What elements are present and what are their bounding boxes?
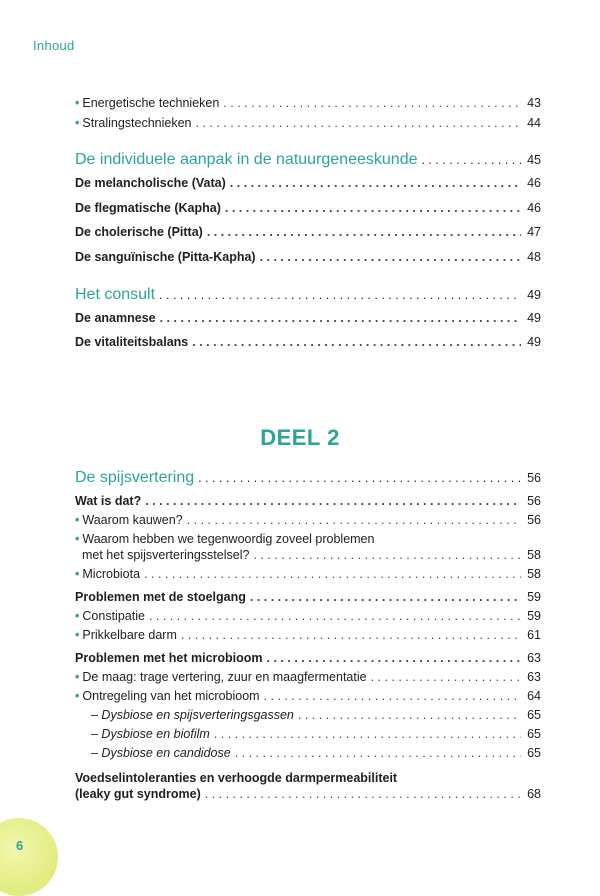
toc-entry[interactable] bbox=[75, 224, 541, 240]
toc-entry[interactable] bbox=[75, 115, 541, 131]
toc-section[interactable] bbox=[75, 468, 541, 488]
leader-dots bbox=[187, 512, 521, 528]
toc-group-consult bbox=[75, 285, 541, 350]
leader-dots bbox=[207, 224, 521, 240]
toc-entry-label-line1: Waarom hebben we tegenwoordig zoveel problemen bbox=[82, 532, 375, 546]
toc-entry-label: – Dysbiose en biofilm bbox=[91, 727, 210, 741]
leader-dots bbox=[144, 566, 521, 582]
toc-entry-page: 63 bbox=[527, 670, 541, 684]
part-title: DEEL 2 bbox=[260, 425, 340, 450]
toc-subentry[interactable] bbox=[75, 726, 541, 742]
toc-entry-multiline[interactable] bbox=[75, 770, 541, 802]
leader-dots bbox=[264, 688, 521, 704]
leader-dots bbox=[160, 310, 521, 326]
leader-dots bbox=[159, 285, 521, 305]
toc-entry-label: Ontregeling van het microbioom bbox=[82, 689, 260, 703]
toc-section[interactable] bbox=[75, 285, 541, 305]
toc-entry-page: 49 bbox=[527, 311, 541, 325]
toc-entry-page: 65 bbox=[527, 727, 541, 741]
toc-entry-page: 46 bbox=[527, 200, 541, 215]
bullet-icon: • bbox=[75, 116, 80, 130]
leader-dots bbox=[253, 547, 521, 563]
toc-entry-page: 59 bbox=[527, 590, 541, 604]
toc-entry-label: De maag: trage vertering, zuur en maagfermentatie bbox=[82, 670, 367, 684]
toc-entry-page: 49 bbox=[527, 335, 541, 349]
toc-entry-page: 65 bbox=[527, 746, 541, 760]
toc-entry-page: 65 bbox=[527, 708, 541, 722]
toc-entry-label: De flegmatische (Kapha) bbox=[75, 200, 221, 215]
toc-entry-label: Energetische technieken bbox=[82, 96, 220, 110]
toc-entry[interactable] bbox=[75, 650, 541, 666]
toc-group-digestion bbox=[75, 468, 541, 802]
toc-entry[interactable] bbox=[75, 249, 541, 265]
toc-entry[interactable] bbox=[75, 566, 541, 582]
toc-entry-page: 58 bbox=[527, 548, 541, 562]
toc-entry[interactable] bbox=[75, 589, 541, 605]
leader-dots bbox=[145, 493, 521, 509]
toc-entry-label: De sanguïnische (Pitta-Kapha) bbox=[75, 249, 256, 264]
toc-entry-page: 61 bbox=[527, 628, 541, 642]
toc-entry-page: 48 bbox=[527, 249, 541, 264]
leader-dots bbox=[371, 669, 521, 685]
toc-entry-label: De vitaliteitsbalans bbox=[75, 335, 189, 349]
leader-dots bbox=[250, 589, 521, 605]
toc-entry-page: 58 bbox=[527, 567, 541, 581]
leader-dots bbox=[260, 249, 521, 265]
toc-entry-label: Microbiota bbox=[82, 567, 141, 581]
toc-entry-page: 44 bbox=[527, 116, 541, 130]
toc-entry-page: 64 bbox=[527, 689, 541, 703]
bullet-icon: • bbox=[75, 609, 80, 623]
toc-entry-label: Waarom kauwen? bbox=[82, 513, 183, 527]
toc-entry-page: 46 bbox=[527, 176, 541, 190]
toc-entry-label: Problemen met het microbioom bbox=[75, 651, 263, 665]
toc-entry-label: De melancholische (Vata) bbox=[75, 176, 226, 190]
leader-dots bbox=[421, 150, 521, 170]
toc-entry[interactable] bbox=[75, 334, 541, 350]
toc-entry[interactable] bbox=[75, 627, 541, 643]
leader-dots bbox=[298, 707, 521, 723]
toc-entry-label-line2: (leaky gut syndrome) bbox=[75, 787, 201, 801]
bullet-icon: • bbox=[75, 513, 80, 527]
leader-dots bbox=[223, 95, 521, 111]
toc-entry-page: 59 bbox=[527, 609, 541, 623]
toc-section-label: Het consult bbox=[75, 286, 156, 303]
toc-entry[interactable] bbox=[75, 310, 541, 326]
toc-section-label: De individuele aanpak in de natuurgeneeskunde bbox=[75, 151, 418, 168]
leader-dots bbox=[235, 745, 521, 761]
bullet-icon: • bbox=[75, 628, 80, 642]
toc-entry-label: – Dysbiose en spijsverteringsgassen bbox=[91, 708, 294, 722]
toc-section-label: De spijsvertering bbox=[75, 469, 195, 486]
toc-entry-page: 56 bbox=[527, 494, 541, 508]
leader-dots bbox=[267, 650, 521, 666]
leader-dots bbox=[230, 175, 521, 191]
toc-entry-page: 56 bbox=[527, 513, 541, 527]
toc-entry[interactable] bbox=[75, 95, 541, 111]
toc-entry-page: 47 bbox=[527, 225, 541, 239]
toc-entry-label: De anamnese bbox=[75, 311, 156, 325]
toc-group-individual-approach bbox=[75, 150, 541, 265]
toc-entry-label: Wat is dat? bbox=[75, 494, 142, 508]
toc-entry-label: – Dysbiose en candidose bbox=[91, 746, 231, 760]
leader-dots bbox=[149, 608, 521, 624]
leader-dots bbox=[225, 200, 521, 216]
toc-entry-label-line2: met het spijsverteringsstelsel? bbox=[82, 548, 250, 562]
toc-entry-label: Problemen met de stoelgang bbox=[75, 590, 246, 604]
running-header: Inhoud bbox=[33, 38, 75, 53]
toc-entry-label: Prikkelbare darm bbox=[82, 628, 177, 642]
toc-entry-label: Constipatie bbox=[82, 609, 145, 623]
toc-subentry[interactable] bbox=[75, 707, 541, 723]
toc-group-techniques bbox=[75, 95, 541, 131]
leader-dots bbox=[198, 468, 521, 488]
toc-entry-page: 49 bbox=[527, 288, 541, 302]
toc-entry[interactable] bbox=[75, 200, 541, 216]
toc-entry[interactable] bbox=[75, 688, 541, 704]
toc-entry-page: 63 bbox=[527, 651, 541, 665]
toc-entry[interactable] bbox=[75, 175, 541, 191]
leader-dots bbox=[214, 726, 521, 742]
toc-entry[interactable] bbox=[75, 669, 541, 685]
toc-section[interactable] bbox=[75, 150, 541, 170]
toc-entry-page: 68 bbox=[527, 787, 541, 801]
leader-dots bbox=[196, 115, 522, 131]
toc-entry[interactable] bbox=[75, 512, 541, 528]
bullet-icon: • bbox=[75, 96, 80, 110]
toc-entry-label: Stralingstechnieken bbox=[82, 116, 192, 130]
bullet-icon: • bbox=[75, 670, 80, 684]
toc-entry-label-line1: Voedselintoleranties en verhoogde darmpermeabiliteit bbox=[75, 771, 398, 785]
leader-dots bbox=[181, 627, 521, 643]
bullet-icon: • bbox=[75, 689, 80, 703]
toc-entry[interactable] bbox=[75, 608, 541, 624]
toc-entry-page: 45 bbox=[527, 153, 541, 167]
toc-entry[interactable] bbox=[75, 493, 541, 509]
toc-entry-multiline[interactable] bbox=[75, 531, 541, 563]
leader-dots bbox=[192, 334, 521, 350]
page-number: 6 bbox=[16, 838, 24, 853]
toc-entry-page: 56 bbox=[527, 471, 541, 485]
toc-entry-label: De cholerische (Pitta) bbox=[75, 225, 203, 239]
bullet-icon: • bbox=[75, 532, 80, 546]
page-number-badge bbox=[0, 818, 58, 896]
toc-entry-page: 43 bbox=[527, 96, 541, 110]
leader-dots bbox=[205, 786, 521, 802]
bullet-icon: • bbox=[75, 567, 80, 581]
toc-subentry[interactable] bbox=[75, 745, 541, 761]
